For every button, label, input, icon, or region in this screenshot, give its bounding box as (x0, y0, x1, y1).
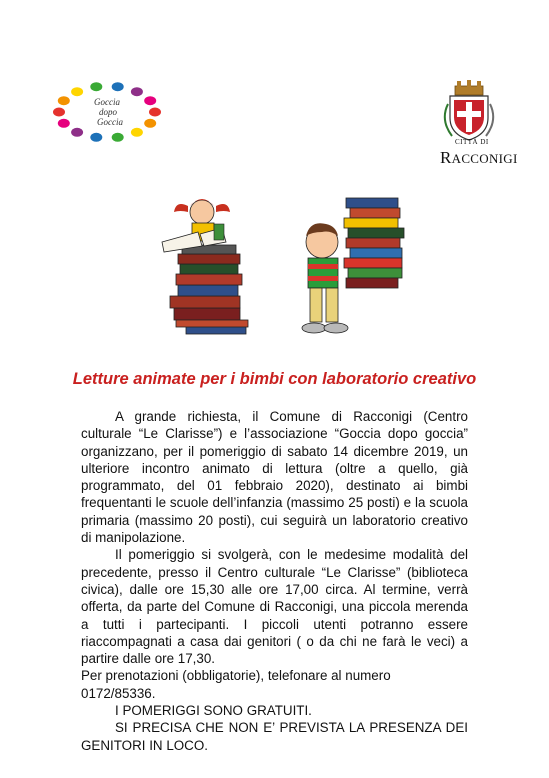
paragraph-parents-notice: SI PRECISA CHE NON E’ PREVISTA LA PRESENZA DEI GENITORI IN LOCO. (81, 720, 468, 753)
boy-carrying-books-figure (302, 223, 348, 333)
paragraph-details: Il pomeriggio si svolgerà, con le medesime modalità del precedente, presso il Centro culturale “Le Clarisse” (biblioteca civica), dalle ore 15,30 alle ore 17,00 circa. Al termine, verrà offerta, da parte del Comune di Racconigi, una piccola merenda a tutti i partecipanti. I piccoli utenti potranno essere riaccompagnati a casa dai genitori ( o da chi ne farà le veci) a partire dalle ore 17,30. (81, 547, 468, 667)
girl-reading-figure (162, 199, 230, 252)
logo-drop (71, 128, 83, 137)
logo-drop (58, 96, 70, 105)
coat-of-arms-caption-rest: ACCONIGI (451, 151, 518, 166)
page-title: Letture animate per i bimbi con laboratorio creativo (72, 370, 477, 388)
right-book-stack (344, 198, 404, 288)
logo-drop (90, 133, 102, 142)
goccia-dopo-goccia-logo (52, 78, 162, 144)
logo-text-line2: dopo (99, 107, 117, 117)
logo-drop (90, 82, 102, 91)
logo-drop (144, 119, 156, 128)
logo-drop (131, 87, 143, 96)
logo-drop (144, 96, 156, 105)
logo-drop (58, 119, 70, 128)
announcement-body (81, 408, 468, 754)
logo-drop (131, 128, 143, 137)
logo-text-line3: Goccia (97, 117, 123, 127)
logo-drop (71, 87, 83, 96)
paragraph-booking: Per prenotazioni (obbligatorie), telefonare al numero 0172/85336. (81, 668, 391, 701)
coat-of-arms-caption-top: CITTÀ DI (455, 138, 489, 146)
paragraph-free-notice: I POMERIGGI SONO GRATUITI. (115, 703, 312, 719)
logo-drop (112, 133, 124, 142)
left-book-stack (170, 245, 248, 334)
logo-text-line1: Goccia (94, 97, 120, 107)
coat-of-arms-caption-initial: R (440, 148, 452, 167)
logo-drop (112, 82, 124, 91)
children-reading-books-illustration (140, 190, 430, 340)
logo-drop (149, 108, 161, 117)
coat-of-arms-caption (440, 148, 518, 168)
paragraph-intro: A grande richiesta, il Comune di Racconigi (Centro culturale “Le Clarisse”) e l’associazione “Goccia dopo goccia” organizzano, per il pomeriggio di sabato 14 dicembre 2019, un ulteriore incontro animato di lettura (oltre a quello, già programmato, del 01 febbraio 2020), destinato ai bimbi frequentanti le scuole dell’infanzia (massimo 25 posti) e la scuola primaria (massimo 20 posti), cui seguirà un laboratorio creativo di manipolazione. (81, 409, 468, 546)
logo-drop (53, 108, 65, 117)
